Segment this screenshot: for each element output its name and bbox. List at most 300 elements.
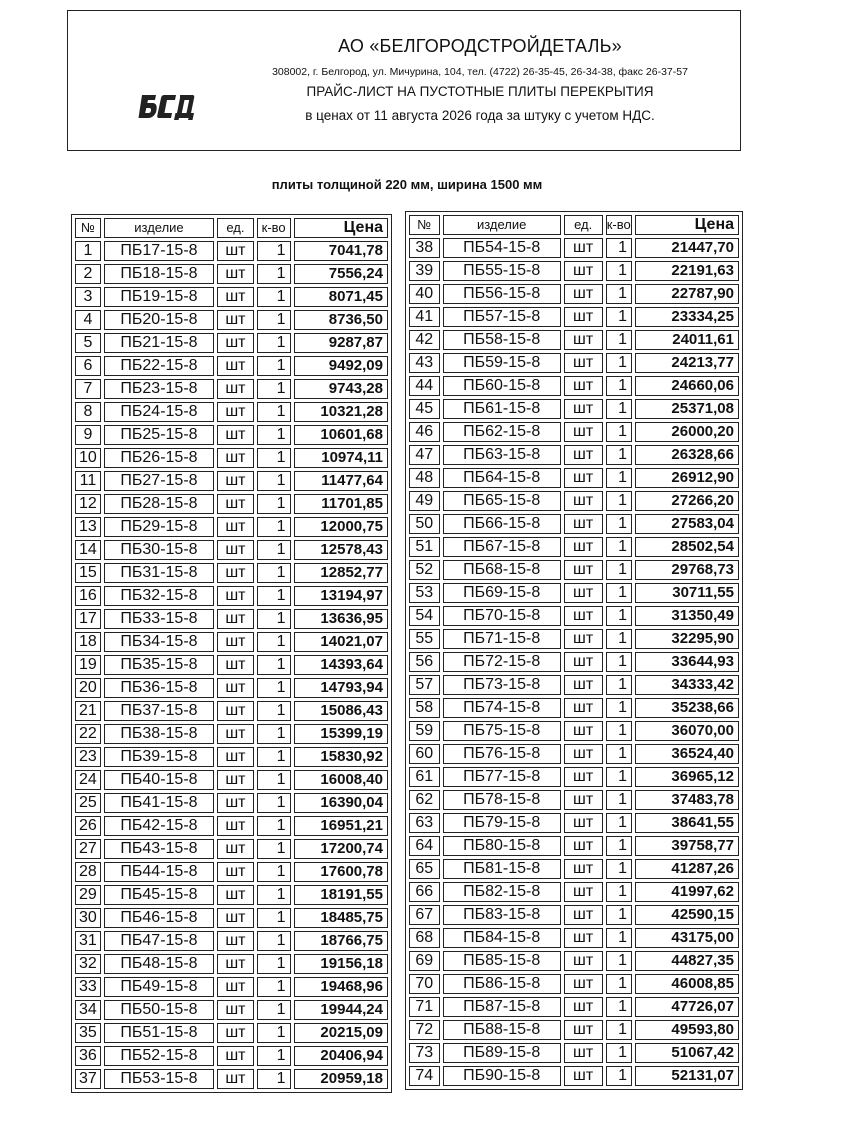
unit-cell: шт bbox=[217, 540, 254, 560]
row-number: 27 bbox=[75, 839, 101, 859]
table-row bbox=[75, 724, 388, 744]
table-row bbox=[409, 652, 739, 672]
quantity-cell: 1 bbox=[606, 422, 633, 442]
item-name: ПБ87-15-8 bbox=[443, 997, 561, 1017]
unit-cell: шт bbox=[564, 537, 603, 557]
unit-cell: шт bbox=[564, 445, 603, 465]
unit-cell: шт bbox=[564, 951, 603, 971]
table-body-left bbox=[75, 241, 388, 1089]
unit-cell: шт bbox=[564, 790, 603, 810]
unit-cell: шт bbox=[217, 425, 254, 445]
unit-cell: шт bbox=[217, 356, 254, 376]
unit-cell: шт bbox=[564, 836, 603, 856]
quantity-cell: 1 bbox=[257, 701, 291, 721]
row-number: 32 bbox=[75, 954, 101, 974]
price-cell: 14021,07 bbox=[294, 632, 388, 652]
item-name: ПБ88-15-8 bbox=[443, 1020, 561, 1040]
unit-cell: шт bbox=[564, 1020, 603, 1040]
unit-cell: шт bbox=[217, 885, 254, 905]
table-row bbox=[75, 839, 388, 859]
item-name: ПБ79-15-8 bbox=[443, 813, 561, 833]
table-row bbox=[75, 425, 388, 445]
item-name: ПБ23-15-8 bbox=[104, 379, 214, 399]
quantity-cell: 1 bbox=[257, 563, 291, 583]
price-cell: 10321,28 bbox=[294, 402, 388, 422]
price-cell: 19468,96 bbox=[294, 977, 388, 997]
table-row bbox=[75, 747, 388, 767]
row-number: 35 bbox=[75, 1023, 101, 1043]
quantity-cell: 1 bbox=[257, 402, 291, 422]
quantity-cell: 1 bbox=[257, 954, 291, 974]
unit-cell: шт bbox=[217, 862, 254, 882]
table-row bbox=[75, 241, 388, 261]
unit-cell: шт bbox=[217, 379, 254, 399]
price-cell: 38641,55 bbox=[635, 813, 739, 833]
table-row bbox=[75, 287, 388, 307]
column-header-unit: ед. bbox=[564, 215, 603, 235]
quantity-cell: 1 bbox=[606, 330, 633, 350]
quantity-cell: 1 bbox=[257, 1069, 291, 1089]
table-row bbox=[409, 675, 739, 695]
price-cell: 10974,11 bbox=[294, 448, 388, 468]
table-row bbox=[75, 264, 388, 284]
price-cell: 26000,20 bbox=[635, 422, 739, 442]
item-name: ПБ76-15-8 bbox=[443, 744, 561, 764]
quantity-cell: 1 bbox=[606, 514, 633, 534]
price-cell: 9492,09 bbox=[294, 356, 388, 376]
table-row bbox=[75, 586, 388, 606]
item-name: ПБ43-15-8 bbox=[104, 839, 214, 859]
unit-cell: шт bbox=[564, 744, 603, 764]
quantity-cell: 1 bbox=[606, 859, 633, 879]
column-header-item: изделие bbox=[443, 215, 561, 235]
unit-cell: шт bbox=[217, 747, 254, 767]
row-number: 50 bbox=[409, 514, 440, 534]
item-name: ПБ89-15-8 bbox=[443, 1043, 561, 1063]
row-number: 61 bbox=[409, 767, 440, 787]
row-number: 60 bbox=[409, 744, 440, 764]
price-cell: 43175,00 bbox=[635, 928, 739, 948]
row-number: 37 bbox=[75, 1069, 101, 1089]
row-number: 38 bbox=[409, 238, 440, 258]
price-cell: 24011,61 bbox=[635, 330, 739, 350]
quantity-cell: 1 bbox=[606, 652, 633, 672]
row-number: 29 bbox=[75, 885, 101, 905]
table-row bbox=[409, 422, 739, 442]
item-name: ПБ73-15-8 bbox=[443, 675, 561, 695]
item-name: ПБ26-15-8 bbox=[104, 448, 214, 468]
row-number: 36 bbox=[75, 1046, 101, 1066]
quantity-cell: 1 bbox=[257, 287, 291, 307]
item-name: ПБ80-15-8 bbox=[443, 836, 561, 856]
row-number: 28 bbox=[75, 862, 101, 882]
quantity-cell: 1 bbox=[606, 698, 633, 718]
quantity-cell: 1 bbox=[257, 977, 291, 997]
row-number: 8 bbox=[75, 402, 101, 422]
item-name: ПБ81-15-8 bbox=[443, 859, 561, 879]
item-name: ПБ39-15-8 bbox=[104, 747, 214, 767]
unit-cell: шт bbox=[217, 586, 254, 606]
price-cell: 12000,75 bbox=[294, 517, 388, 537]
quantity-cell: 1 bbox=[606, 836, 633, 856]
item-name: ПБ41-15-8 bbox=[104, 793, 214, 813]
table-row bbox=[409, 974, 739, 994]
quantity-cell: 1 bbox=[257, 678, 291, 698]
table-row bbox=[409, 928, 739, 948]
unit-cell: шт bbox=[217, 632, 254, 652]
table-row bbox=[409, 491, 739, 511]
price-cell: 31350,49 bbox=[635, 606, 739, 626]
table-row bbox=[409, 261, 739, 281]
quantity-cell: 1 bbox=[606, 928, 633, 948]
item-name: ПБ53-15-8 bbox=[104, 1069, 214, 1089]
quantity-cell: 1 bbox=[606, 560, 633, 580]
row-number: 2 bbox=[75, 264, 101, 284]
row-number: 1 bbox=[75, 241, 101, 261]
row-number: 12 bbox=[75, 494, 101, 514]
row-number: 14 bbox=[75, 540, 101, 560]
price-cell: 14793,94 bbox=[294, 678, 388, 698]
table-row bbox=[75, 356, 388, 376]
price-cell: 9743,28 bbox=[294, 379, 388, 399]
unit-cell: шт bbox=[217, 494, 254, 514]
price-cell: 16390,04 bbox=[294, 793, 388, 813]
row-number: 65 bbox=[409, 859, 440, 879]
item-name: ПБ47-15-8 bbox=[104, 931, 214, 951]
price-cell: 26912,90 bbox=[635, 468, 739, 488]
row-number: 24 bbox=[75, 770, 101, 790]
row-number: 51 bbox=[409, 537, 440, 557]
row-number: 11 bbox=[75, 471, 101, 491]
row-number: 67 bbox=[409, 905, 440, 925]
unit-cell: шт bbox=[564, 859, 603, 879]
unit-cell: шт bbox=[564, 905, 603, 925]
column-header-number: № bbox=[75, 218, 101, 238]
row-number: 4 bbox=[75, 310, 101, 330]
table-row bbox=[409, 560, 739, 580]
quantity-cell: 1 bbox=[257, 310, 291, 330]
item-name: ПБ51-15-8 bbox=[104, 1023, 214, 1043]
item-name: ПБ83-15-8 bbox=[443, 905, 561, 925]
quantity-cell: 1 bbox=[606, 399, 633, 419]
quantity-cell: 1 bbox=[257, 494, 291, 514]
table-row bbox=[409, 997, 739, 1017]
item-name: ПБ40-15-8 bbox=[104, 770, 214, 790]
table-row bbox=[409, 859, 739, 879]
price-cell: 15086,43 bbox=[294, 701, 388, 721]
quantity-cell: 1 bbox=[606, 813, 633, 833]
price-cell: 37483,78 bbox=[635, 790, 739, 810]
unit-cell: шт bbox=[217, 563, 254, 583]
row-number: 68 bbox=[409, 928, 440, 948]
quantity-cell: 1 bbox=[606, 1043, 633, 1063]
table-row bbox=[409, 330, 739, 350]
quantity-cell: 1 bbox=[606, 790, 633, 810]
price-cell: 34333,42 bbox=[635, 675, 739, 695]
quantity-cell: 1 bbox=[257, 862, 291, 882]
quantity-cell: 1 bbox=[257, 379, 291, 399]
item-name: ПБ58-15-8 bbox=[443, 330, 561, 350]
row-number: 22 bbox=[75, 724, 101, 744]
table-row bbox=[75, 1000, 388, 1020]
price-cell: 22191,63 bbox=[635, 261, 739, 281]
row-number: 74 bbox=[409, 1066, 440, 1086]
quantity-cell: 1 bbox=[606, 905, 633, 925]
item-name: ПБ66-15-8 bbox=[443, 514, 561, 534]
row-number: 41 bbox=[409, 307, 440, 327]
price-cell: 7041,78 bbox=[294, 241, 388, 261]
quantity-cell: 1 bbox=[606, 629, 633, 649]
row-number: 57 bbox=[409, 675, 440, 695]
price-cell: 35238,66 bbox=[635, 698, 739, 718]
price-cell: 13194,97 bbox=[294, 586, 388, 606]
price-cell: 12852,77 bbox=[294, 563, 388, 583]
row-number: 42 bbox=[409, 330, 440, 350]
table-row bbox=[409, 399, 739, 419]
price-cell: 26328,66 bbox=[635, 445, 739, 465]
price-cell: 11701,85 bbox=[294, 494, 388, 514]
unit-cell: шт bbox=[564, 560, 603, 580]
quantity-cell: 1 bbox=[606, 353, 633, 373]
price-table-left bbox=[71, 214, 392, 1093]
unit-cell: шт bbox=[564, 629, 603, 649]
column-header-quantity: к-во bbox=[606, 215, 633, 235]
row-number: 71 bbox=[409, 997, 440, 1017]
row-number: 53 bbox=[409, 583, 440, 603]
row-number: 46 bbox=[409, 422, 440, 442]
quantity-cell: 1 bbox=[257, 793, 291, 813]
quantity-cell: 1 bbox=[257, 770, 291, 790]
table-row bbox=[409, 537, 739, 557]
table-row bbox=[75, 379, 388, 399]
unit-cell: шт bbox=[217, 724, 254, 744]
table-row bbox=[75, 816, 388, 836]
unit-cell: шт bbox=[217, 793, 254, 813]
price-cell: 12578,43 bbox=[294, 540, 388, 560]
item-name: ПБ78-15-8 bbox=[443, 790, 561, 810]
price-cell: 32295,90 bbox=[635, 629, 739, 649]
header-box bbox=[67, 10, 741, 151]
unit-cell: шт bbox=[217, 264, 254, 284]
row-number: 59 bbox=[409, 721, 440, 741]
unit-cell: шт bbox=[217, 678, 254, 698]
column-header-item: изделие bbox=[104, 218, 214, 238]
item-name: ПБ17-15-8 bbox=[104, 241, 214, 261]
table-row bbox=[75, 517, 388, 537]
unit-cell: шт bbox=[217, 655, 254, 675]
row-number: 30 bbox=[75, 908, 101, 928]
quantity-cell: 1 bbox=[257, 632, 291, 652]
unit-cell: шт bbox=[217, 402, 254, 422]
item-name: ПБ60-15-8 bbox=[443, 376, 561, 396]
unit-cell: шт bbox=[564, 974, 603, 994]
price-cell: 18766,75 bbox=[294, 931, 388, 951]
price-cell: 13636,95 bbox=[294, 609, 388, 629]
row-number: 73 bbox=[409, 1043, 440, 1063]
unit-cell: шт bbox=[564, 238, 603, 258]
row-number: 72 bbox=[409, 1020, 440, 1040]
price-cell: 41287,26 bbox=[635, 859, 739, 879]
price-cell: 11477,64 bbox=[294, 471, 388, 491]
unit-cell: шт bbox=[217, 839, 254, 859]
row-number: 43 bbox=[409, 353, 440, 373]
row-number: 7 bbox=[75, 379, 101, 399]
unit-cell: шт bbox=[217, 471, 254, 491]
unit-cell: шт bbox=[564, 652, 603, 672]
table-row bbox=[75, 1069, 388, 1089]
table-row bbox=[75, 563, 388, 583]
item-name: ПБ71-15-8 bbox=[443, 629, 561, 649]
item-name: ПБ50-15-8 bbox=[104, 1000, 214, 1020]
item-name: ПБ21-15-8 bbox=[104, 333, 214, 353]
document-subtitle: в ценах от 11 августа 2026 года за штуку с учетом НДС. bbox=[305, 108, 655, 123]
item-name: ПБ70-15-8 bbox=[443, 606, 561, 626]
quantity-cell: 1 bbox=[606, 284, 633, 304]
column-header-price: Цена bbox=[635, 215, 739, 235]
row-number: 6 bbox=[75, 356, 101, 376]
item-name: ПБ63-15-8 bbox=[443, 445, 561, 465]
quantity-cell: 1 bbox=[257, 425, 291, 445]
row-number: 16 bbox=[75, 586, 101, 606]
unit-cell: шт bbox=[217, 954, 254, 974]
quantity-cell: 1 bbox=[257, 356, 291, 376]
unit-cell: шт bbox=[564, 675, 603, 695]
row-number: 34 bbox=[75, 1000, 101, 1020]
price-cell: 27583,04 bbox=[635, 514, 739, 534]
price-cell: 47726,07 bbox=[635, 997, 739, 1017]
price-cell: 17200,74 bbox=[294, 839, 388, 859]
table-row bbox=[75, 908, 388, 928]
table-row bbox=[409, 721, 739, 741]
quantity-cell: 1 bbox=[606, 606, 633, 626]
unit-cell: шт bbox=[564, 399, 603, 419]
price-cell: 24660,06 bbox=[635, 376, 739, 396]
item-name: ПБ33-15-8 bbox=[104, 609, 214, 629]
item-name: ПБ62-15-8 bbox=[443, 422, 561, 442]
item-name: ПБ38-15-8 bbox=[104, 724, 214, 744]
row-number: 39 bbox=[409, 261, 440, 281]
table-row bbox=[409, 606, 739, 626]
item-name: ПБ32-15-8 bbox=[104, 586, 214, 606]
quantity-cell: 1 bbox=[257, 1046, 291, 1066]
item-name: ПБ68-15-8 bbox=[443, 560, 561, 580]
quantity-cell: 1 bbox=[257, 724, 291, 744]
unit-cell: шт bbox=[564, 1043, 603, 1063]
item-name: ПБ74-15-8 bbox=[443, 698, 561, 718]
quantity-cell: 1 bbox=[257, 931, 291, 951]
unit-cell: шт bbox=[217, 1000, 254, 1020]
price-cell: 10601,68 bbox=[294, 425, 388, 445]
price-cell: 16951,21 bbox=[294, 816, 388, 836]
price-cell: 15399,19 bbox=[294, 724, 388, 744]
table-row bbox=[75, 471, 388, 491]
table-row bbox=[409, 951, 739, 971]
table-body-right bbox=[409, 238, 739, 1086]
price-cell: 20959,18 bbox=[294, 1069, 388, 1089]
unit-cell: шт bbox=[217, 977, 254, 997]
item-name: ПБ54-15-8 bbox=[443, 238, 561, 258]
row-number: 70 bbox=[409, 974, 440, 994]
table-row bbox=[409, 238, 739, 258]
unit-cell: шт bbox=[217, 931, 254, 951]
row-number: 48 bbox=[409, 468, 440, 488]
price-cell: 52131,07 bbox=[635, 1066, 739, 1086]
row-number: 17 bbox=[75, 609, 101, 629]
item-name: ПБ64-15-8 bbox=[443, 468, 561, 488]
table-row bbox=[409, 1043, 739, 1063]
quantity-cell: 1 bbox=[257, 241, 291, 261]
quantity-cell: 1 bbox=[606, 721, 633, 741]
unit-cell: шт bbox=[217, 517, 254, 537]
unit-cell: шт bbox=[564, 284, 603, 304]
table-row bbox=[75, 402, 388, 422]
table-row bbox=[75, 655, 388, 675]
price-cell: 44827,35 bbox=[635, 951, 739, 971]
quantity-cell: 1 bbox=[606, 307, 633, 327]
price-cell: 36524,40 bbox=[635, 744, 739, 764]
section-title: плиты толщиной 220 мм, ширина 1500 мм bbox=[271, 177, 543, 192]
price-cell: 27266,20 bbox=[635, 491, 739, 511]
row-number: 66 bbox=[409, 882, 440, 902]
quantity-cell: 1 bbox=[606, 261, 633, 281]
company-logo bbox=[138, 92, 196, 122]
item-name: ПБ90-15-8 bbox=[443, 1066, 561, 1086]
quantity-cell: 1 bbox=[606, 468, 633, 488]
unit-cell: шт bbox=[217, 1069, 254, 1089]
quantity-cell: 1 bbox=[606, 583, 633, 603]
price-table-right bbox=[405, 211, 743, 1090]
price-cell: 39758,77 bbox=[635, 836, 739, 856]
price-cell: 49593,80 bbox=[635, 1020, 739, 1040]
table-row bbox=[75, 885, 388, 905]
quantity-cell: 1 bbox=[606, 1066, 633, 1086]
item-name: ПБ42-15-8 bbox=[104, 816, 214, 836]
unit-cell: шт bbox=[564, 721, 603, 741]
unit-cell: шт bbox=[217, 310, 254, 330]
table-row bbox=[75, 333, 388, 353]
unit-cell: шт bbox=[217, 1046, 254, 1066]
price-cell: 36965,12 bbox=[635, 767, 739, 787]
unit-cell: шт bbox=[217, 1023, 254, 1043]
row-number: 56 bbox=[409, 652, 440, 672]
price-cell: 33644,93 bbox=[635, 652, 739, 672]
table-row bbox=[75, 977, 388, 997]
row-number: 58 bbox=[409, 698, 440, 718]
table-row bbox=[75, 632, 388, 652]
document-title: ПРАЙС-ЛИСТ НА ПУСТОТНЫЕ ПЛИТЫ ПЕРЕКРЫТИЯ bbox=[306, 84, 654, 99]
unit-cell: шт bbox=[564, 698, 603, 718]
table-header-row bbox=[75, 218, 388, 238]
item-name: ПБ34-15-8 bbox=[104, 632, 214, 652]
quantity-cell: 1 bbox=[257, 885, 291, 905]
row-number: 5 bbox=[75, 333, 101, 353]
row-number: 44 bbox=[409, 376, 440, 396]
price-cell: 24213,77 bbox=[635, 353, 739, 373]
quantity-cell: 1 bbox=[606, 1020, 633, 1040]
item-name: ПБ25-15-8 bbox=[104, 425, 214, 445]
row-number: 25 bbox=[75, 793, 101, 813]
price-cell: 18485,75 bbox=[294, 908, 388, 928]
quantity-cell: 1 bbox=[257, 816, 291, 836]
row-number: 69 bbox=[409, 951, 440, 971]
row-number: 52 bbox=[409, 560, 440, 580]
quantity-cell: 1 bbox=[257, 747, 291, 767]
row-number: 15 bbox=[75, 563, 101, 583]
row-number: 26 bbox=[75, 816, 101, 836]
price-cell: 30711,55 bbox=[635, 583, 739, 603]
price-cell: 15830,92 bbox=[294, 747, 388, 767]
quantity-cell: 1 bbox=[606, 445, 633, 465]
